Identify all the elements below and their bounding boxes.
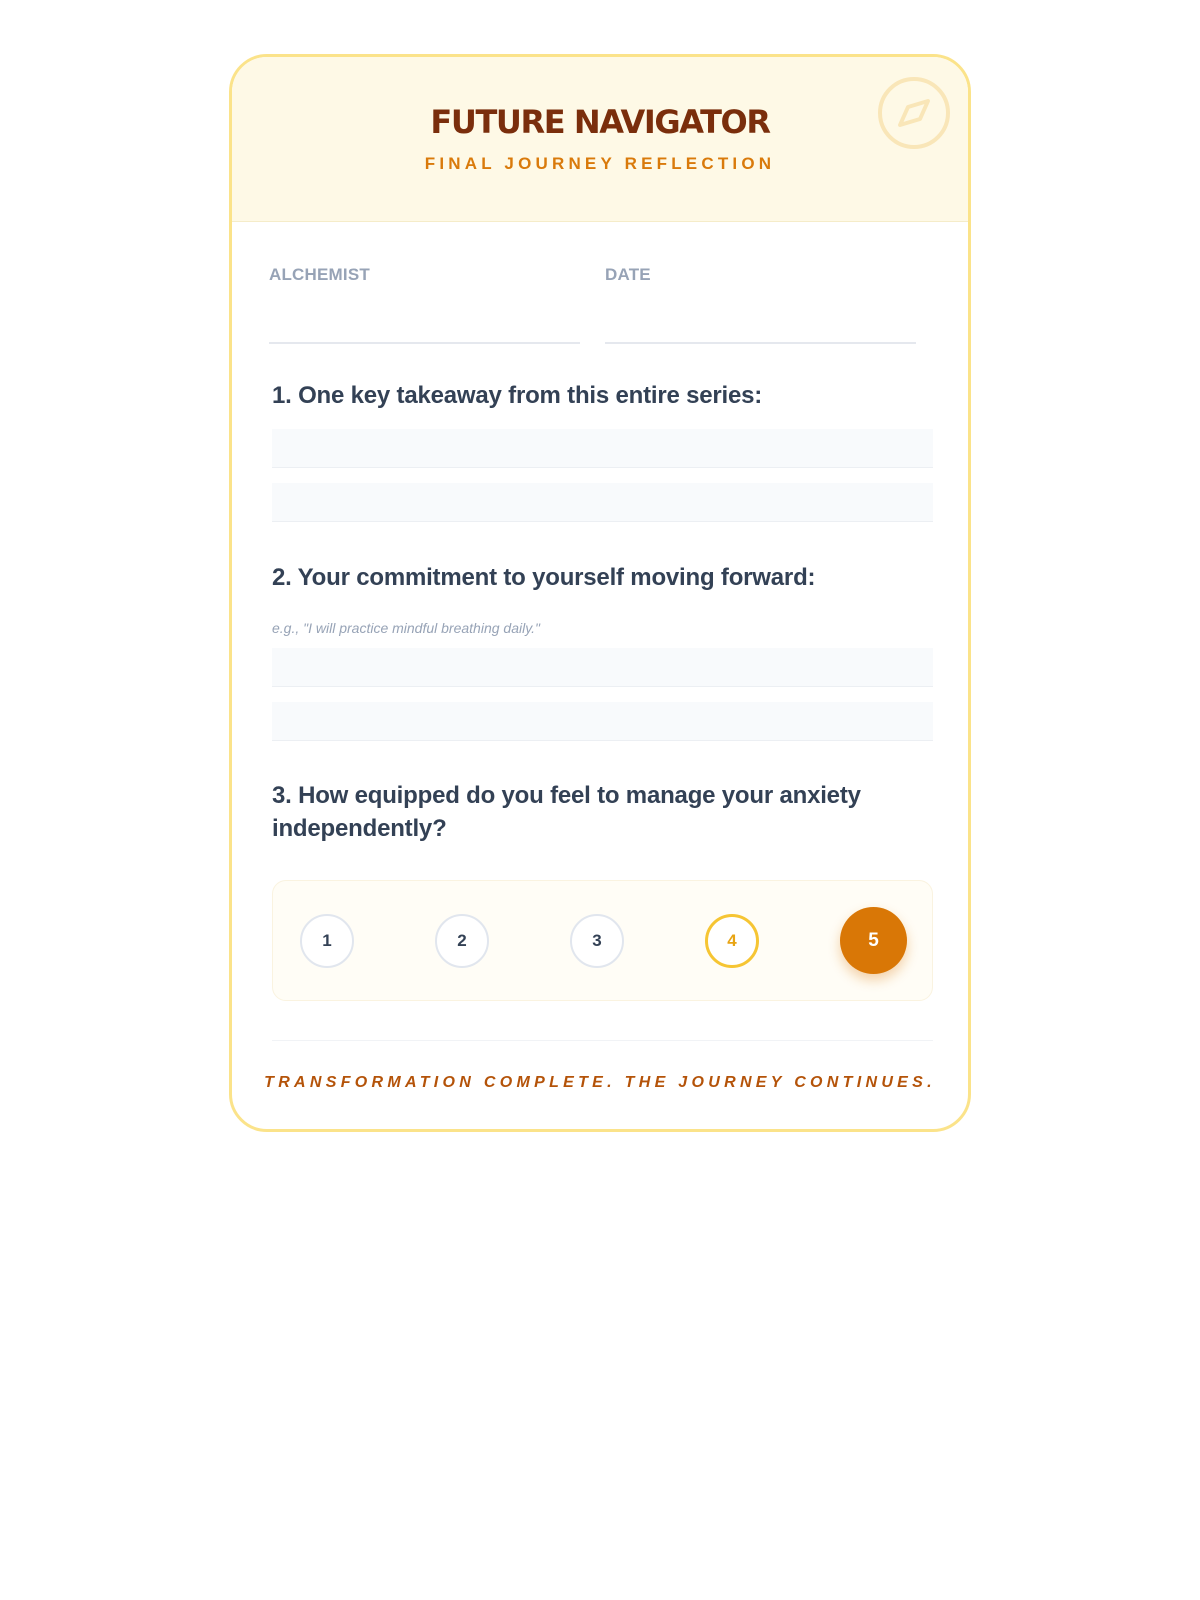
rating-option-3[interactable]: 3 xyxy=(570,914,624,968)
question-2-answer-line-1[interactable] xyxy=(272,648,933,687)
date-input[interactable] xyxy=(605,306,916,344)
question-2-hint: e.g., "I will practice mindful breathing daily." xyxy=(272,620,541,636)
question-1-answer-line-2[interactable] xyxy=(272,483,933,522)
question-1-answer-line-1[interactable] xyxy=(272,429,933,468)
footer-divider xyxy=(272,1040,933,1041)
question-3: 3. How equipped do you feel to manage your anxiety independently? xyxy=(272,782,861,842)
reflection-card xyxy=(229,54,971,1132)
rating-option-2[interactable]: 2 xyxy=(435,914,489,968)
question-2-answer-line-2[interactable] xyxy=(272,702,933,741)
footer-message: TRANSFORMATION COMPLETE. THE JOURNEY CONTINUES. xyxy=(264,1074,936,1091)
page-subtitle: FINAL JOURNEY REFLECTION xyxy=(424,154,776,173)
rating-option-1[interactable]: 1 xyxy=(300,914,354,968)
card-header xyxy=(232,57,968,222)
rating-option-5-selected[interactable]: 5 xyxy=(840,907,907,974)
question-2: 2. Your commitment to yourself moving forward: xyxy=(272,564,816,591)
rating-scale xyxy=(272,880,933,1001)
question-1: 1. One key takeaway from this entire series: xyxy=(272,382,763,409)
date-label: DATE xyxy=(605,265,651,284)
alchemist-input[interactable] xyxy=(269,306,580,344)
rating-option-4[interactable]: 4 xyxy=(705,914,759,968)
page-title: FUTURE NAVIGATOR xyxy=(430,103,770,141)
alchemist-label: ALCHEMIST xyxy=(269,265,370,284)
compass-icon xyxy=(876,75,952,151)
